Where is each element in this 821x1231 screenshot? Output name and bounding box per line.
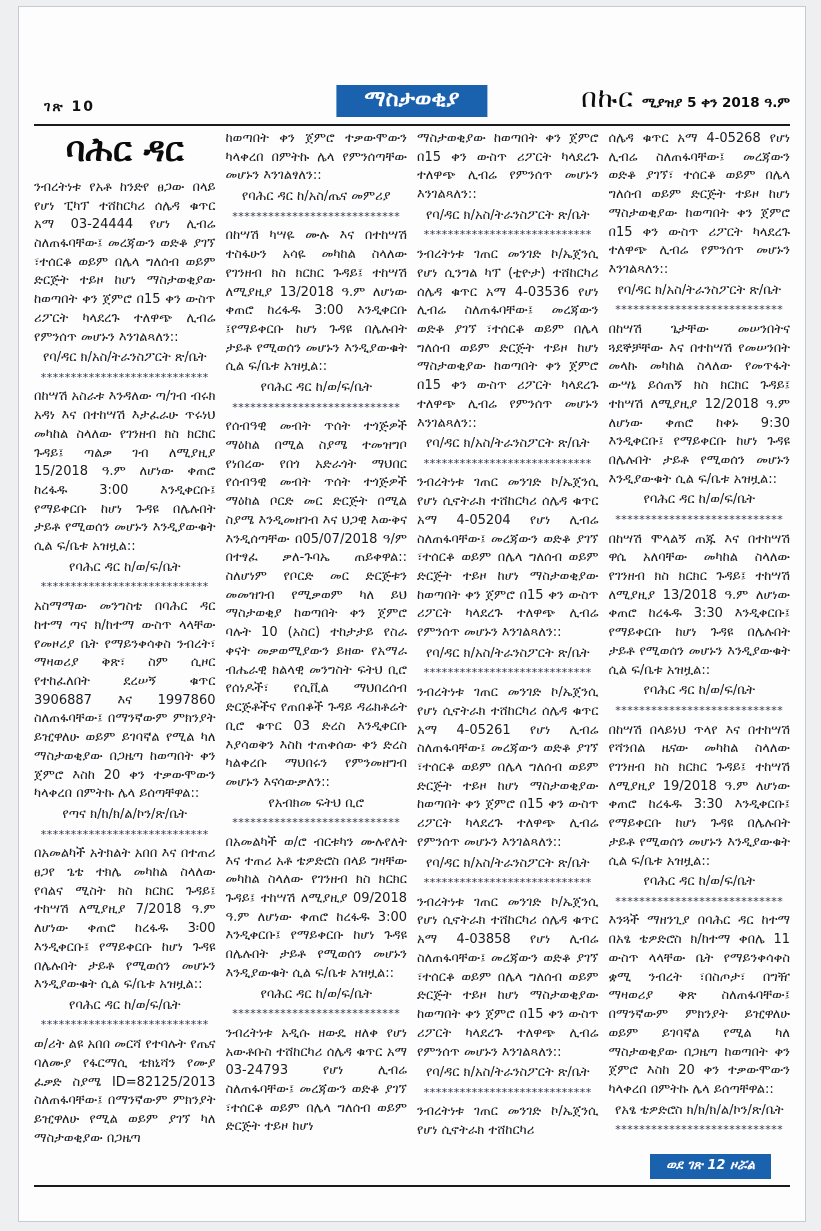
- notice-separator: ****************************: [40, 580, 209, 594]
- notice-separator: ****************************: [615, 703, 784, 717]
- notice-text: ሰሌዳ ቁጥር አማ 4-05268 የሆነ ሊብሬ ስለጠፋባቸው፤ መረጃውን ወድቆ ያገኘ፣ ተሰርቆ ወይም በሌላ ግለሰብ ወይም ድርጅት ተይዞ ከሆነ ማስታወቂያው ከወጣበት ቀን ጀምሮ በ15 ቀን ውስጥ ሪፖርት ካላደረጉ ተለዋጭ ሊብሬ የምንሰጥ መሆኑን እንገልጻለን::: [608, 131, 790, 278]
- notice-text: ከወጣበት ቀን ጀምሮ ተቃውሞውን ካላቀረበ በምትኩ ሌላ የምንሰጣቸው መሆኑን እንገልፃለን::: [225, 131, 407, 184]
- section-banner: ማስታወቂያ: [336, 85, 487, 117]
- notice-text: ንብረትነቱ አዲሱ ዘውዴ ዘለቀ የሆነ አውቶቡስ ተሸከርካሪ ሰሌዳ ቁጥር አማ 03-24793 የሆነ ሊብሬ ስለጠፋባቸው፤ መረጃውን ወድቆ ያገኘ ፣ተሰርቆ ወይም በሌላ ግለሰብ ወይም ድርጅት ተይዞ ከሆነ: [225, 1025, 407, 1135]
- notice-text: ንብረትነቱ ገጠር መንገድ ኮ/ኤጀንሲ የሆነ ሲኖትራክ ተሸከርካሪ ሰሌዳ ቁጥር አማ 4-05204 የሆነ ሊብሬ ስለጠፋባቸው፤ መረጃውን ወድቆ ያገኘ ፣ተሰርቆ ወይም በሌላ ግለሰብ ወይም ድርጅት ተይዞ ከሆነ ማስታወቂያው ከወጣበት ቀን ጀምሮ በ15 ቀን ውስጥ ሪፖርት ካላደረጉ ተለዋጭ ሊብሬ የምንሰጥ መሆኑን እንገልጻለን::: [417, 475, 599, 641]
- page-number: ገጽ 10: [44, 99, 96, 115]
- notice-separator: ****************************: [423, 666, 592, 680]
- notice-signature: የባሕር ዳር ከ/ወ/ፍ/ቤት: [643, 874, 756, 890]
- column-2: [226, 130, 408, 1162]
- notice-signature: የባ/ዳር ክ/አስ/ትራንስፖርት ጽ/ቤት: [617, 282, 782, 298]
- notice-text: ንብረትነቱ ገጠር መንገድ ኮ/ኤጀንሲ የሆነ ሲኖትራክ ተሸከርካሪ ሰሌዳ ቁጥር አማ 4-03858 የሆነ ሊብሬ ስለጠፋባቸው፤ መረጃውን ወድቆ ያገኘ ፣ተሰርቆ ወይም በሌላ ግለሰብ ወይም ድርጅት ተይዞ ከሆነ ማስታወቂያው ከወጣበት ቀን ጀምሮ በ15 ቀን ውስጥ ሪፖርት ካላደረጉ ተለዋጭ ሊብሬ የምንሰጥ መሆኑን እንገልጻለን::: [417, 894, 599, 1060]
- notice-signature: የጣና ክ/ከ/ክ/ል/ኮን/ጽ/ቤት: [62, 807, 188, 823]
- notice-signature: የባሕር ዳር ከ/ወ/ፍ/ቤት: [260, 986, 373, 1002]
- notice-text: የሰብዓዊ መብት ጥሰት ተጎጅዎች ማዕከል በሚል ስያሜ ተመዝግቦ የነበረው የበጎ አድራጎት ማህበር የሰብዓዊ መብት ጥሰት ተጎጅዎች ማዕከል ቦርድ መር ድርጅት በሚል ስያሜ እንዲመዘገብ እና ህጋዊ እውቅና እንዲሰጣቸው በ05/07/2018 ዓ/ም በተፃፈ ቃለ-ጉባኤ ጠይቀዋል:: ስለሆነም የቦርድ መር ድርጅቱን መመዝገብ የሚቃወም ካለ ይህ ማስታወቂያ ከወጣበት ቀን ጀምሮ ባሉት 10 (አስር) ተከታታይ የስራ ቀናት መቃወሚያውን ይዘው የአማራ ብሔራዊ ክልላዊ መንግስት ፍትህ ቢሮ የሰነዶች፣ የሲቪል ማህበረሰብ ድርጅቶችና የጠበቆች ጉዳይ ዳሬክቶሬት ቢሮ ቁጥር 03 ድረስ እንዲቀርቡ እያሳወቅን እስከ ተጠቀሰው ቀን ድረስ ካልቀረቡ ማህበሩን የምንመዘግብ መሆኑን እናሳውቃለን::: [225, 419, 407, 790]
- notice-separator: ****************************: [423, 456, 592, 470]
- notice-text: በከሣሽ ጌታቸው መሠንበትና ጓደኞቻቸው እና በተከሣሽ የመሠንበት መላኩ መካከል ስላለው የመጥፋት ውሣኔ ይሰጠኝ ክስ ክርክር ጉዳይ፤ ተከሣሽ ለሚያዚያ 12/2018 ዓ.ም ለሆነው ቀጠሮ ከቀኑ 9:30 እንዲቀርቡ፤ የማይቀርቡ ከሆነ ጉዳዩ በሌሉበት ታይቶ የሚወሰን መሆኑን እንዲያውቁት ሲል ፍ/ቤቱ አዝዟል::: [608, 321, 790, 487]
- column-4: [609, 130, 791, 1162]
- notice-signature: የባ/ዳር ክ/አስ/ትራንስፖርት ጽ/ቤት: [425, 436, 590, 452]
- notice-text: ወ/ሪት ልዩ አበበ መርሻ የተባሉት የጤና ባለሙያ የፋርማሲ ቴክኒሻን የሙያ ፈቃድ ስያሜ ID=82125/2013 ስለጠፋባቸው፤ በማንኛውም ምክንያት ይዢዋለሁ የሚል ወይም ያገኘ ካለ ማስታወቂያው በጋዜጣ: [34, 1037, 216, 1146]
- notice-separator: ****************************: [423, 1085, 592, 1099]
- notice-text: በከሣሽ አስራቱ እንዳለው ጣ/ገብ ብሩክ አዳነ እና በተከሣሽ እታፈራሁ ጥሩነህ መካከል ስላለው የገንዘብ ክስ ክርክር ጉዳይ፤ ጣልቃ ገብ ለሚያዚያ 15/2018 ዓ.ም ለሆነው ቀጠሮ ከረፋዱ 3:00 እንዲቀርቡ፤ የማይቀርቡ ከሆነ ጉዳዩ በሌሉበት ታይቶ የሚወሰን መሆኑን እንዲያውቁት ሲል ፍ/ቤቱ አዝዟል::: [34, 389, 216, 555]
- notice-signature: የባሕር ዳር ከ/አስ/ጤና መምሪያ: [241, 189, 391, 205]
- notice-separator: ****************************: [615, 894, 784, 908]
- notice-separator: ****************************: [232, 400, 401, 414]
- notice-signature: የባ/ዳር ክ/አስ/ትራንስፖርት ጽ/ቤት: [425, 645, 590, 661]
- column-3: [417, 130, 599, 1162]
- notice-signature: የአብክመ ፍትህ ቢሮ: [268, 795, 365, 811]
- header-rule: [34, 124, 790, 126]
- notice-signature: የባሕር ዳር ከ/ወ/ፍ/ቤት: [260, 380, 373, 396]
- newspaper-page: [18, 6, 806, 1222]
- notice-separator: ****************************: [232, 816, 401, 830]
- notice-signature: የባ/ዳር ክ/አስ/ትራንስፖርት ጽ/ቤት: [425, 1065, 590, 1081]
- notice-separator: ****************************: [615, 303, 784, 317]
- notice-signature: የባ/ዳር ክ/አስ/ትራንስፖርት ጽ/ቤት: [425, 207, 590, 223]
- notice-signature: የባሕር ዳር ከ/ወ/ፍ/ቤት: [643, 683, 756, 699]
- continued-on-page-box: ወደ ገጽ 12 ዞሯል: [650, 1154, 771, 1179]
- notice-signature: የአፄ ቴዎድሮስ ክ/ክ/ክ/ል/ኮን/ጽ/ቤት: [615, 1102, 784, 1118]
- notice-text: ማስታወቂያው ከወጣበት ቀን ጀምሮ በ15 ቀን ውስጥ ሪፖርት ካላደረጉ ተለዋጭ ሊብሬ የምንሰጥ መሆኑን እንገልጻለን::: [417, 131, 599, 203]
- notice-separator: ****************************: [615, 512, 784, 526]
- notice-separator: ****************************: [40, 1018, 209, 1032]
- notice-separator: ****************************: [423, 228, 592, 242]
- notice-signature: የባሕር ዳር ከ/ወ/ፍ/ቤት: [68, 559, 181, 575]
- notice-text: ንብረትነቱ ገጠር መንገድ ኮ/ኤጀንሲ የሆነ ሲኖትራክ ተሸከርካሪ ሰሌዳ ቁጥር አማ 4-05261 የሆነ ሊብሬ ስለጠፋባቸው፤ መረጃውን ወድቆ ያገኘ ፣ተሰርቆ ወይም በሌላ ግለሰብ ወይም ድርጅት ተይዞ ከሆነ ማስታወቂያው ከወጣበት ቀን ጀምሮ በ15 ቀን ውስጥ ሪፖርት ካላደረጉ ተለዋጭ ሊብሬ የምንሰጥ መሆኑን እንገልጻለን::: [417, 685, 599, 850]
- notice-separator: ****************************: [423, 876, 592, 890]
- notice-separator: ****************************: [615, 1123, 784, 1137]
- notice-signature: የባሕር ዳር ከ/ወ/ፍ/ቤት: [68, 997, 181, 1013]
- masthead: [581, 83, 790, 115]
- notice-text: አስማማው መንግስቴ በባሕር ዳር ከተማ ጣና ክ/ከተማ ውስጥ ላላቸው የመዞሪያ ቤት የማይንቀሳቀስ ንብረት፣ ማዛወሪያ ቅጽ፣ ስም ሲዞር የተከፈለበት ደረሠኝ ቁጥር 3906887 እና 1997860 ስለጠፋባቸው፤ በማንኛውም ምክንያት ይዢዋለሁ ወይም ይገባኛል የሚል ካለ ማስታወቂያው በጋዜጣ ከወጣበት ቀን ጀምሮ እስከ 20 ቀን ተቃውሞውን ካላቀረበ በምትኩ ሌላ ይሰጣቸዋል::: [34, 599, 216, 802]
- city-title: ባሕር ዳር: [65, 130, 184, 170]
- notice-text: በአመልካች ወ/ሮ ብርቱካን ሙሉየለት እና ተጠሪ አቶ ቴዎድሮስ በላይ ግዛቸው መካከል ስላለው የገንዘብ ክስ ክርክር ጉዳይ፤ ተከሣሽ ለሚያዚያ 09/2018 ዓ.ም ለሆነው ቀጠሮ ከረፋዱ 3:00 እንዲቀርቡ፤ የማይቀርቡ ከሆነ ጉዳዩ በሌሉበት ታይቶ የሚወሰን መሆኑን እንዲያውቁት ሲል ፍ/ቤቱ አዝዟል::: [225, 834, 407, 981]
- notice-separator: ****************************: [40, 827, 209, 841]
- notice-separator: ****************************: [40, 370, 209, 384]
- bottom-rule: [34, 1185, 790, 1187]
- notice-text: ንብረትነቱ የአቶ ከንድየ ፀጋው በላይ የሆነ ፒካፕ ተሸከርካሪ ሰሌዳ ቁጥር አማ 03-24444 የሆነ ሊብሬ ስለጠፋባቸው፤ መረጃውን ወድቆ ያገኘ ፣ተሰርቆ ወይም በሌላ ግለሰብ ወይም ድርጅት ተይዞ ከሆነ ማስታወቂያው ከወጣበት ቀን ጀምሮ በ15 ቀን ውስጥ ሪፖርት ካላደረጉ ተለዋጭ ሊብሬ የምንሰጥ መሆኑን እንገልጻለን::: [34, 179, 216, 345]
- notice-columns: [34, 130, 790, 1162]
- notice-signature: የባ/ዳር ክ/አስ/ትራንስፖርት ጽ/ቤት: [42, 350, 207, 366]
- issue-date: ሚያዝያ 5 ቀን 2018 ዓ.ም: [641, 95, 790, 111]
- masthead-title: በኩር: [581, 83, 634, 114]
- notice-text: ንብረትነቱ ገጠር መንገድ ኮ/ኤጀንሲ የሆነ ሲኖትራክ ተሸከርካሪ: [417, 1104, 599, 1139]
- page-header: [34, 81, 790, 117]
- notice-signature: የባሕር ዳር ከ/ወ/ፍ/ቤት: [643, 492, 756, 508]
- notice-text: እንጓች ማዘንጊያ በባሕር ዳር ከተማ በአፄ ቴዎድሮስ ክ/ከተማ ቀበሌ 11 ውስጥ ላላቸው ቤት የማይንቀሳቀስ ቋሚ ንብረት ፣በስጦታ፣ በግዥ ማዛወሪያ ቅጽ ስለጠፋባቸው፤ በማንኛውም ምክንያት ይዢዋለሁ ወይም ይገባኛል የሚል ካለ ማስታወቂያው በጋዜጣ ከወጣበት ቀን ጀምሮ እስከ 20 ቀን ተቃውሞውን ካላቀረበ በምትኩ ሌላ ይሰጣቸዋል::: [608, 913, 790, 1097]
- notice-text: በከሣሽ ሞላልኝ ጠጁ እና በተከሣሽ ዋሴ አለባቸው መካከል ስላለው የገንዘብ ክስ ክርክር ጉዳይ፤ ተከሣሽ ለሚያዚያ 13/2018 ዓ.ም ለሆነው ቀጠሮ ከረፋዱ 3:30 እንዲቀርቡ፤ የማይቀርቡ ከሆነ ጉዳዩ በሌሉበት ታይቶ የሚወሰን መሆኑን እንዲያውቁት ሲል ፍ/ቤቱ አዝዟል::: [608, 531, 790, 678]
- notice-separator: ****************************: [232, 209, 401, 223]
- notice-text: በአመልካች አትክልት አበበ እና በተጠሪ ፀጋየ ጌቴ ተክሌ መካከል ስላለው የባልና ሚስት ክስ ክርክር ጉዳይ፤ ተከሣሽ ለሚያዚያ 7/2018 ዓ.ም ለሆነው ቀጠሮ ከረፋዱ 3፡00 እንዲቀርቡ፤ የማይቀርቡ ከሆነ ጉዳዩ በሌሉበት ታይቶ የሚወሰን መሆኑን እንዲያውቁት ሲል ፍ/ቤቱ አዝዟል::: [34, 846, 216, 993]
- notice-separator: ****************************: [232, 1007, 401, 1021]
- notice-text: ንብረትነቱ ገጠር መንገድ ኮ/ኤጀንሲ የሆነ ሲንግል ካፕ (ቲዮታ) ተሸከርካሪ ሰሌዳ ቁጥር አማ 4-03536 የሆነ ሊብሬ ስለጠፋባቸው፤ መረጃውን ወድቆ ያገኘ ፣ተሰርቆ ወይም በሌላ ግለሰብ ወይም ድርጅት ተይዞ ከሆነ ማስታወቂያው ከወጣበት ቀን ጀምሮ በ15 ቀን ውስጥ ሪፖርት ካላደረጉ ተለዋጭ ሊብሬ የምንሰጥ መሆኑን እንገልጻለን::: [417, 247, 599, 431]
- column-1: [34, 130, 216, 1162]
- notice-text: በከሣሽ ካሣዬ ሙሉ እና በተከሣሽ ተስፋሁን አሳዬ መካከል ስላለው የገንዘብ ክስ ክርክር ጉዳይ፤ ተከሣሽ ለሚያዚያ 13/2018 ዓ.ም ለሆነው ቀጠሮ ከረፋዱ 3:00 እንዲቀርቡ ፤የማይቀርቡ ከሆነ ጉዳዩ በሌሉበት ታይቶ የሚወሰን መሆኑን እንዲያውቁት ሲል ፍ/ቤቱ አዝዟል::: [225, 228, 407, 375]
- notice-text: በከሣሽ በላይነህ ጥላየ እና በተከሣሽ የሻንበል ዜናው መካከል ስላለው የገንዘብ ክስ ክርክር ጉዳይ፤ ተከሣሽ ለሚያዚያ 19/2018 ዓ.ም ለሆነው ቀጠሮ ከረፋዱ 3:30 እንዲቀርቡ፤ የማይቀርቡ ከሆነ ጉዳዩ በሌሉበት ታይቶ የሚወሰን መሆኑን እንዲያውቁት ሲል ፍ/ቤቱ አዝዟል::: [608, 722, 790, 869]
- notice-signature: የባ/ዳር ክ/አስ/ትራንስፖርት ጽ/ቤት: [425, 855, 590, 871]
